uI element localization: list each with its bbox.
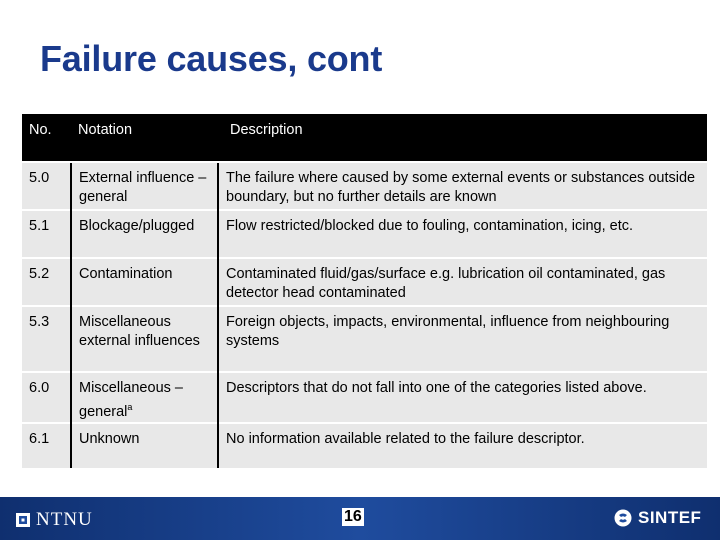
header-description: Description [218, 114, 707, 162]
cell-description: Descriptors that do not fall into one of the categories listed above. [218, 372, 707, 423]
cell-description: Contaminated fluid/gas/surface e.g. lubrication oil contaminated, gas detector head contaminated [218, 258, 707, 306]
cell-no: 5.3 [22, 306, 71, 372]
ntnu-logo [16, 509, 93, 531]
cell-description: No information available related to the failure descriptor. [218, 423, 707, 468]
cell-no: 5.2 [22, 258, 71, 306]
sintef-logo-icon [614, 509, 632, 527]
sintef-logo-text: SINTEF [638, 508, 702, 527]
sintef-logo [614, 508, 701, 528]
cell-notation: External influence – general [71, 162, 218, 210]
table-row [22, 423, 707, 468]
cell-description: Flow restricted/blocked due to fouling, contamination, icing, etc. [218, 210, 707, 258]
cell-description: Foreign objects, impacts, environmental, influence from neighbouring systems [218, 306, 707, 372]
footer-bar [0, 497, 720, 540]
cell-no: 5.1 [22, 210, 71, 258]
table-row [22, 372, 707, 423]
cell-no: 5.0 [22, 162, 71, 210]
header-no: No. [22, 114, 71, 162]
cell-no: 6.1 [22, 423, 71, 468]
ntnu-logo-text: NTNU [36, 509, 93, 530]
cell-notation: Unknown [71, 423, 218, 468]
table-row [22, 258, 707, 306]
ntnu-logo-icon [16, 513, 30, 527]
footnote-marker: a [127, 402, 133, 412]
table-row [22, 210, 707, 258]
cell-notation: Miscellaneous external influences [71, 306, 218, 372]
cell-notation [71, 372, 218, 423]
cell-description: The failure where caused by some external events or substances outside boundary, but no further details are known [218, 162, 707, 210]
cell-notation: Contamination [71, 258, 218, 306]
cell-notation: Blockage/plugged [71, 210, 218, 258]
cell-no: 6.0 [22, 372, 71, 423]
slide-title: Failure causes, cont [40, 38, 383, 79]
failure-causes-table [22, 114, 707, 468]
table-row [22, 306, 707, 372]
table-row [22, 162, 707, 210]
page-number: 16 [344, 508, 362, 525]
cell-notation-text: Miscellaneous – general [79, 380, 183, 420]
table-header-row [22, 114, 707, 162]
header-notation: Notation [71, 114, 218, 162]
